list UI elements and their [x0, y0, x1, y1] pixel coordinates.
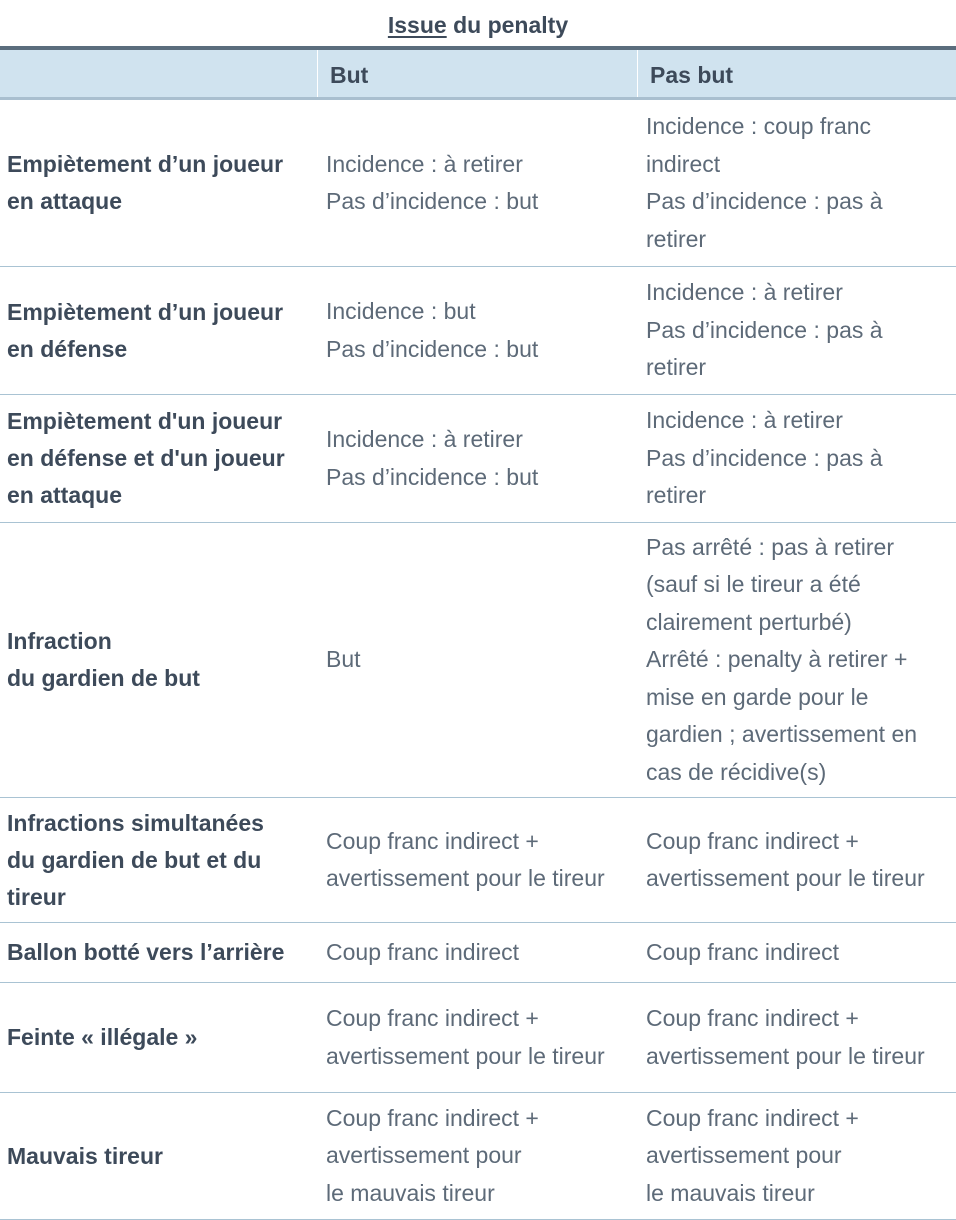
header-row [0, 50, 956, 100]
cell-line: Arrêté : penalty à retirer + [646, 646, 908, 673]
cell-line: Pas d’incidence : but [326, 335, 539, 362]
title-rest: du penalty [446, 12, 569, 38]
cell-line: retirer [646, 354, 707, 381]
row-label-cell [0, 294, 318, 368]
cell-line: Incidence : à retirer [646, 279, 843, 306]
cell-but [318, 823, 638, 898]
cell-line: en attaque [7, 188, 123, 214]
cell-line: Pas d’incidence : pas à [646, 444, 883, 471]
cell-line: Incidence : à retirer [326, 426, 523, 452]
cell-line: tireur [7, 883, 66, 910]
cell-but [318, 146, 638, 221]
cell-line: avertissement pour [646, 1142, 842, 1169]
cell-line: Pas d’incidence : but [326, 188, 539, 214]
cell-line: Coup franc indirect + [646, 1005, 859, 1031]
cell-line: gardien ; avertissement en [646, 721, 918, 748]
table-body [0, 100, 956, 1220]
cell-line: en défense [7, 335, 128, 362]
cell-line: Ballon botté vers l’arrière [7, 939, 285, 965]
cell-line: cas de récidive(s) [646, 758, 827, 785]
header-but: But [318, 50, 638, 97]
cell-line: Pas d’incidence : pas à [646, 316, 883, 343]
cell-line: avertissement pour le tireur [326, 1042, 605, 1069]
cell-but [318, 641, 638, 679]
cell-line: Pas arrêté : pas à retirer [646, 533, 894, 560]
cell-line: Coup franc indirect + [326, 1005, 539, 1031]
cell-line: Incidence : coup franc [646, 113, 872, 139]
cell-line: Coup franc indirect [326, 938, 520, 965]
row-label-cell [0, 805, 318, 916]
cell-pas-but [638, 934, 956, 972]
cell-line: en attaque [7, 482, 123, 508]
row-label-cell [0, 934, 318, 971]
cell-line: avertissement pour le tireur [326, 865, 605, 891]
cell-line: Coup franc indirect + [646, 827, 859, 854]
table-row [0, 267, 956, 395]
table-row [0, 395, 956, 523]
cell-line: du gardien de but et du [7, 846, 262, 873]
cell-pas-but [638, 529, 956, 792]
cell-line: Incidence : à retirer [326, 150, 523, 177]
title-underlined-word: Issue [387, 12, 447, 38]
cell-but [318, 934, 638, 972]
cell-line: clairement perturbé) [646, 608, 852, 635]
cell-line: Incidence : but [326, 298, 476, 324]
table-row [0, 798, 956, 923]
cell-line: le mauvais tireur [646, 1179, 815, 1206]
cell-line: Incidence : à retirer [646, 407, 843, 434]
table-row [0, 923, 956, 983]
cell-line: indirect [646, 150, 721, 177]
cell-but [318, 1100, 638, 1213]
cell-pas-but [638, 1100, 956, 1213]
cell-line: Coup franc indirect + [326, 827, 539, 854]
cell-line: avertissement pour le tireur [646, 865, 925, 891]
cell-line: Coup franc indirect + [646, 1104, 859, 1131]
table-row [0, 1093, 956, 1220]
cell-line: Pas d’incidence : but [326, 463, 539, 490]
table-row [0, 983, 956, 1093]
row-label-cell [0, 403, 318, 514]
cell-line: Coup franc indirect + [326, 1104, 539, 1131]
cell-line: Infractions simultanées [7, 809, 264, 836]
cell-but [318, 421, 638, 496]
table-row [0, 523, 956, 798]
cell-line: retirer [646, 225, 707, 252]
cell-line: Empiètement d’un joueur [7, 298, 284, 325]
cell-line: Pas d’incidence : pas à [646, 188, 883, 214]
row-label-cell [0, 1138, 318, 1175]
cell-pas-but [638, 402, 956, 515]
cell-line: retirer [646, 482, 707, 509]
header-pas-but: Pas but [650, 62, 734, 88]
row-label-cell [0, 146, 318, 220]
cell-but [318, 1000, 638, 1075]
cell-line: du gardien de but [7, 665, 200, 691]
cell-line: avertissement pour [326, 1142, 522, 1169]
cell-line: Infraction [7, 628, 112, 654]
cell-line: avertissement pour le tireur [646, 1042, 925, 1069]
cell-line: But [326, 646, 361, 673]
cell-line: Empiètement d’un joueur [7, 151, 284, 177]
cell-pas-but [638, 1000, 956, 1075]
cell-line: le mauvais tireur [326, 1179, 495, 1206]
cell-line: Empiètement d'un joueur [7, 408, 283, 434]
row-label-cell [0, 623, 318, 697]
cell-line: en défense et d'un joueur [7, 445, 285, 471]
cell-line: (sauf si le tireur a été [646, 571, 861, 598]
header-blank-cell [0, 50, 318, 97]
table-title [0, 0, 956, 46]
cell-but [318, 293, 638, 368]
cell-line: Feinte « illégale » [7, 1024, 198, 1050]
cell-line: mise en garde pour le [646, 683, 869, 710]
row-label-cell [0, 1019, 318, 1056]
cell-pas-but [638, 274, 956, 387]
cell-line: Coup franc indirect [646, 938, 840, 965]
cell-pas-but [638, 108, 956, 258]
table-row [0, 100, 956, 267]
cell-line: Mauvais tireur [7, 1142, 163, 1169]
cell-pas-but [638, 823, 956, 898]
